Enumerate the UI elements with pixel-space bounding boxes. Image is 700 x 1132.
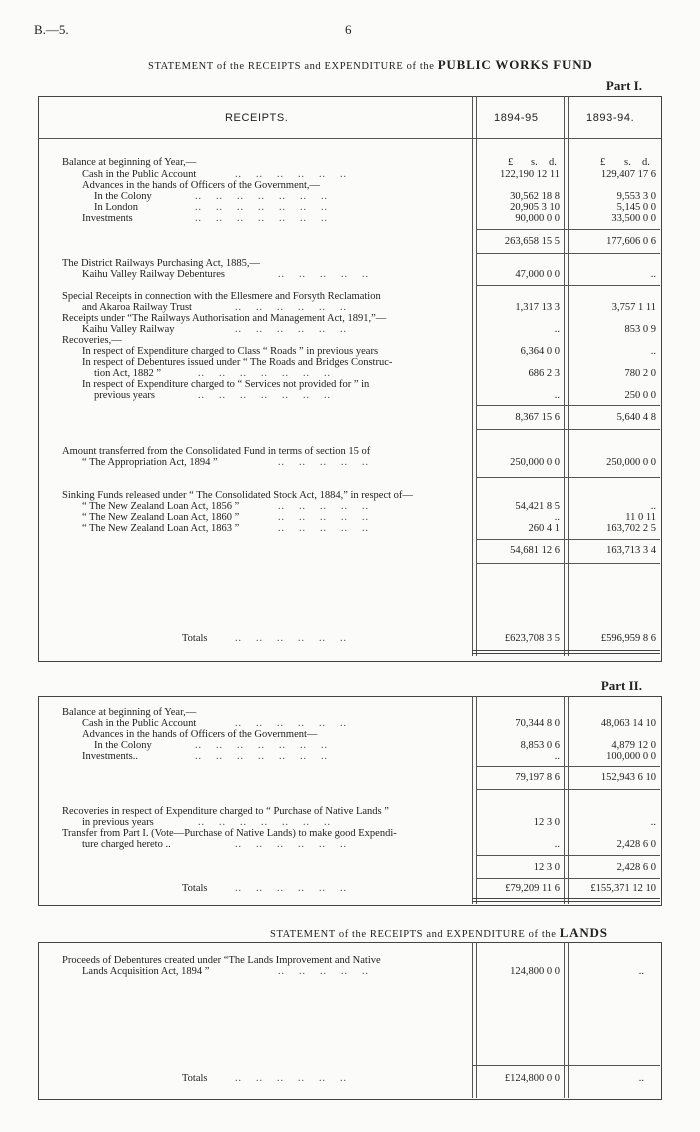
- row-label: In respect of Expenditure charged to “ Services not provided for ” in: [82, 379, 370, 390]
- amount-1893-94: ..: [650, 501, 656, 512]
- column-divider: [564, 96, 565, 656]
- pence-header: d.: [549, 157, 557, 168]
- amount-1894-95: 250,000 0 0: [510, 457, 560, 468]
- row-label: Lands Acquisition Act, 1894 ”: [82, 966, 210, 977]
- amount-1893-94: 3,757 1 11: [611, 302, 656, 313]
- amount-1894-95: 47,000 0 0: [515, 269, 560, 280]
- subtotal-rule: [476, 878, 660, 879]
- pounds-header: £: [508, 157, 514, 168]
- leader-dots: .. .. .. .. .. ..: [235, 169, 347, 180]
- row-label: Cash in the Public Account: [82, 169, 197, 180]
- amount-1894-95: ..: [554, 324, 560, 335]
- leader-dots: .. .. .. .. .. .. ..: [195, 751, 328, 762]
- amount-1893-94: 9,553 3 0: [616, 191, 656, 202]
- totals-label: Totals: [182, 633, 208, 644]
- row-label: tion Act, 1882 ”: [94, 368, 162, 379]
- row-label: previous years: [94, 390, 155, 401]
- row-heading: Amount transferred from the Consolidated Fund in terms of section 15 of: [62, 446, 371, 457]
- row-label: ture charged hereto ..: [82, 839, 171, 850]
- amount-1893-94: 100,000 0 0: [606, 751, 656, 762]
- row-label: and Akaroa Railway Trust: [82, 302, 192, 313]
- subtotal-1894-95: 54,681 12 6: [510, 545, 560, 556]
- subtotal-rule: [476, 539, 660, 540]
- row-heading: Recoveries in respect of Expenditure charged to “ Purchase of Native Lands ”: [62, 806, 389, 817]
- amount-1893-94: 48,063 14 10: [600, 718, 656, 729]
- amount-1894-95: 124,800 0 0: [510, 966, 560, 977]
- leader-dots: .. .. .. .. .. .. ..: [195, 202, 328, 213]
- subtotal-rule: [476, 855, 660, 856]
- row-label: Kaihu Valley Railway: [82, 324, 175, 335]
- amount-1893-94: ..: [650, 817, 656, 828]
- leader-dots: .. .. .. .. .. .. ..: [198, 368, 331, 379]
- total-1893-94: £596,959 8 6: [600, 633, 656, 644]
- subtotal-1893-94: 152,943 6 10: [600, 772, 656, 783]
- amount-1894-95: ..: [554, 390, 560, 401]
- amount-1893-94: 11 0 11: [625, 512, 656, 523]
- statement-title: [148, 57, 593, 73]
- amount-1894-95: 8,853 0 6: [520, 740, 560, 751]
- amount-1894-95: 6,364 0 0: [520, 346, 560, 357]
- total-1893-94: £155,371 12 10: [590, 883, 656, 894]
- row-label: Investments..: [82, 751, 138, 762]
- row-heading: Balance at beginning of Year,—: [62, 707, 197, 718]
- row-label: In respect of Debentures issued under “ The Roads and Bridges Construc-: [82, 357, 393, 368]
- subtotal-1893-94: 5,640 4 8: [616, 412, 656, 423]
- pence-header: d.: [642, 157, 650, 168]
- subtotal-rule: [476, 789, 660, 790]
- lands-title-prefix: STATEMENT of the RECEIPTS and EXPENDITURE of the: [270, 929, 557, 940]
- row-heading: Advances in the hands of Officers of the Government,—: [82, 180, 321, 191]
- row-label: Investments: [82, 213, 133, 224]
- subtotal-1894-95: 79,197 8 6: [515, 772, 560, 783]
- leader-dots: .. .. .. .. ..: [278, 966, 369, 977]
- leader-dots: .. .. .. .. ..: [278, 501, 369, 512]
- amount-1894-95: 260 4 1: [528, 523, 560, 534]
- row-heading: Recoveries,—: [62, 335, 122, 346]
- lands-statement-title: [270, 925, 608, 941]
- year-1894-95-header: 1894-95: [494, 112, 539, 124]
- totals-label: Totals: [182, 1073, 208, 1084]
- amount-1894-95: 30,562 18 8: [510, 191, 560, 202]
- amount-1894-95: 90,000 0 0: [515, 213, 560, 224]
- document-reference: B.—5.: [34, 22, 69, 37]
- leader-dots: .. .. .. .. .. ..: [235, 302, 347, 313]
- subtotal-rule: [476, 563, 660, 564]
- row-label: In respect of Expenditure charged to Class “ Roads ” in previous years: [82, 346, 379, 357]
- row-label: In the Colony: [94, 740, 152, 751]
- amount-1893-94: 250 0 0: [624, 390, 656, 401]
- subtotal-rule: [476, 253, 660, 254]
- subtotal-1894-95: 12 3 0: [533, 862, 560, 873]
- subtotal-1893-94: 177,606 0 6: [606, 236, 656, 247]
- leader-dots: .. .. .. .. .. .. ..: [195, 191, 328, 202]
- leader-dots: .. .. .. .. .. ..: [235, 1073, 347, 1084]
- leader-dots: .. .. .. .. ..: [278, 457, 369, 468]
- amount-1894-95: 686 2 3: [528, 368, 560, 379]
- column-divider: [564, 696, 565, 904]
- totals-rule: [472, 898, 660, 902]
- shillings-header: s.: [624, 157, 631, 168]
- statement-title-prefix: STATEMENT of the RECEIPTS and EXPENDITURE of the: [148, 61, 435, 72]
- row-label: Kaihu Valley Railway Debentures: [82, 269, 225, 280]
- subtotal-rule: [476, 429, 660, 430]
- row-heading: Transfer from Part I. (Vote—Purchase of Native Lands) to make good Expendi-: [62, 828, 397, 839]
- leader-dots: .. .. .. .. .. ..: [235, 839, 347, 850]
- total-1894-95: £79,209 11 6: [505, 883, 560, 894]
- row-label: “ The New Zealand Loan Act, 1863 ”: [82, 523, 240, 534]
- page-number: 6: [345, 22, 352, 37]
- amount-1893-94: ..: [650, 269, 656, 280]
- column-divider: [472, 96, 473, 656]
- amount-1894-95: 54,421 8 5: [515, 501, 560, 512]
- amount-1893-94: 250,000 0 0: [606, 457, 656, 468]
- subtotal-rule: [476, 229, 660, 230]
- amount-1893-94: 853 0 9: [624, 324, 656, 335]
- row-heading: Receipts under “The Railways Authorisation and Management Act, 1891,”—: [62, 313, 387, 324]
- amount-1893-94: 4,879 12 0: [611, 740, 656, 751]
- leader-dots: .. .. .. .. ..: [278, 269, 369, 280]
- receipts-column-header: RECEIPTS.: [225, 112, 289, 124]
- leader-dots: .. .. .. .. ..: [278, 523, 369, 534]
- total-1894-95: £623,708 3 5: [504, 633, 560, 644]
- leader-dots: .. .. .. .. .. ..: [235, 324, 347, 335]
- row-label: in previous years: [82, 817, 154, 828]
- total-1893-94: ..: [638, 1073, 644, 1084]
- subtotal-rule: [476, 405, 660, 406]
- year-1893-94-header: 1893-94.: [586, 112, 635, 124]
- leader-dots: .. .. .. .. .. ..: [235, 883, 347, 894]
- amount-1893-94: 5,145 0 0: [616, 202, 656, 213]
- row-rule: [476, 477, 660, 478]
- total-1894-95: £124,800 0 0: [504, 1073, 560, 1084]
- subtotal-1893-94: 2,428 6 0: [616, 862, 656, 873]
- row-label: In London: [94, 202, 139, 213]
- row-label: “ The New Zealand Loan Act, 1856 ”: [82, 501, 240, 512]
- leader-dots: .. .. .. .. ..: [278, 512, 369, 523]
- column-divider: [472, 942, 473, 1098]
- amount-1893-94: 2,428 6 0: [616, 839, 656, 850]
- shillings-header: s.: [531, 157, 538, 168]
- amount-1893-94: 129,407 17 6: [600, 169, 656, 180]
- column-divider: [564, 942, 565, 1098]
- subtotal-1894-95: 263,658 15 5: [504, 236, 560, 247]
- subtotal-1893-94: 163,713 3 4: [606, 545, 656, 556]
- amount-1894-95: ..: [554, 839, 560, 850]
- row-heading: Advances in the hands of Officers of the Government—: [82, 729, 318, 740]
- row-heading: Balance at beginning of Year,—: [62, 157, 197, 168]
- row-heading: Sinking Funds released under “ The Consolidated Stock Act, 1884,” in respect of—: [62, 490, 413, 501]
- amount-1894-95: 70,344 8 0: [515, 718, 560, 729]
- row-label: In the Colony: [94, 191, 152, 202]
- leader-dots: .. .. .. .. .. ..: [235, 718, 347, 729]
- subtotal-rule: [476, 766, 660, 767]
- column-divider: [472, 696, 473, 904]
- subtotal-1894-95: 8,367 15 6: [515, 412, 560, 423]
- amount-1894-95: 20,905 3 10: [510, 202, 560, 213]
- pounds-header: £: [600, 157, 606, 168]
- amount-1894-95: 122,190 12 11: [500, 169, 560, 180]
- part-one-heading: Part I.: [605, 78, 642, 93]
- row-label: Cash in the Public Account: [82, 718, 197, 729]
- amount-1893-94: ..: [638, 966, 644, 977]
- amount-1894-95: ..: [554, 512, 560, 523]
- amount-1893-94: ..: [650, 346, 656, 357]
- amount-1894-95: 1,317 13 3: [515, 302, 560, 313]
- row-rule: [476, 285, 660, 286]
- leader-dots: .. .. .. .. .. .. ..: [198, 390, 331, 401]
- leader-dots: .. .. .. .. .. .. ..: [195, 740, 328, 751]
- row-heading: Special Receipts in connection with the Ellesmere and Forsyth Reclamation: [62, 291, 381, 302]
- totals-rule: [472, 650, 660, 654]
- amount-1893-94: 33,500 0 0: [611, 213, 656, 224]
- amount-1893-94: 780 2 0: [624, 368, 656, 379]
- row-heading: The District Railways Purchasing Act, 1885,—: [62, 258, 261, 269]
- leader-dots: .. .. .. .. .. .. ..: [195, 213, 328, 224]
- totals-rule: [472, 1065, 660, 1066]
- row-label: “ The New Zealand Loan Act, 1860 ”: [82, 512, 240, 523]
- leader-dots: .. .. .. .. .. .. ..: [198, 817, 331, 828]
- amount-1894-95: 12 3 0: [533, 817, 560, 828]
- lands-fund-name: LANDS: [559, 925, 608, 940]
- amount-1894-95: ..: [554, 751, 560, 762]
- leader-dots: .. .. .. .. .. ..: [235, 633, 347, 644]
- fund-name: PUBLIC WORKS FUND: [437, 57, 593, 72]
- row-heading: Proceeds of Debentures created under “The Lands Improvement and Native: [62, 955, 381, 966]
- amount-1893-94: 163,702 2 5: [606, 523, 656, 534]
- row-label: “ The Appropriation Act, 1894 ”: [82, 457, 218, 468]
- part-two-heading: Part II.: [600, 678, 642, 693]
- totals-label: Totals: [182, 883, 208, 894]
